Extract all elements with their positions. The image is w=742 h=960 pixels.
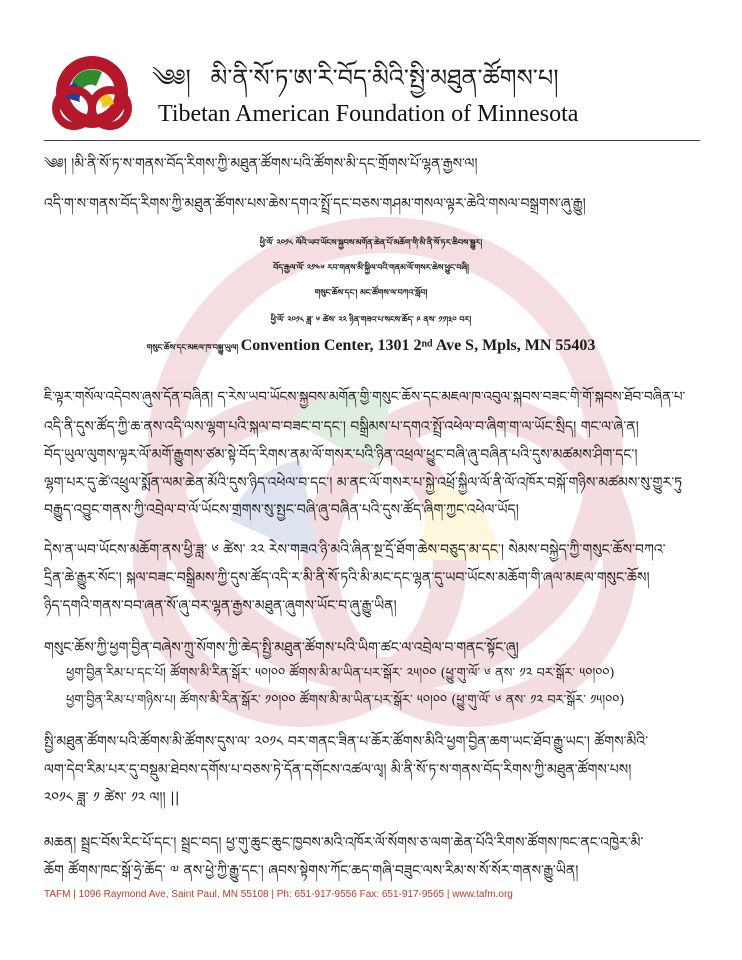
note-line-1: མཆན། སྦྲང་བོས་རིང་པོ་དང་། སྦྲང་བད། ཕྱ་གུ་ཆུང་ཆུང་ཁྱབས་མའི་འཁོར་ལོ་སོགས་ཅ་ལག་ཆེན་པོའི་རིགས་ཚོགས་ཁང་ནང་འཁྱེར་མི་ <box>44 835 644 851</box>
header-english-title: Tibetan American Foundation of Minnesota <box>158 101 579 127</box>
venue-tibetan: གསུང་ཆོས་དང་མཇལ་ཁ་བསྐྱུ་ཡུལ། <box>146 342 239 352</box>
footer-fax: Fax: 651-917-9565 <box>359 889 445 900</box>
venue-english-a: Convention Center, 1301 2 <box>240 337 422 354</box>
venue-english-b: Ave S, Mpls, MN 55403 <box>432 337 596 354</box>
para1-line-2: འདི་ནི་དུས་ཚོད་ཀྱི་ཆ་ནས་འདི་ལས་ལྷག་པའི་སྐལ་བ་བཟང་བ་དང་། བསྒྲིམས་པ་དགའ་སྤྲོ་འཕེལ་བ་ཞིག་ག་ལ་ཡོང་སྲིད། གང་ལ་ཞེ་ན། <box>44 419 639 435</box>
footer-org: TAFM <box>44 889 71 900</box>
para3-line-1: སྤྱི་མཐུན་ཚོགས་པའི་ཚོགས་མི་ཚོགས་དུས་ལ་ ༢༠༡༨ བར་གནང་ཟིན་པ་ཆོར་ཚོགས་མིའི་ཕྱག་བྱིན་ཆག་ཡང་ཐོབ་རྒྱུ་ཡང་། ཚོགས་མིའི་ <box>44 734 649 750</box>
announcement-date-line: ཕྱི་ལོ་ ༢༠༡༨ ཟླ་ ༦ ཚེས་ ༢༢ ཉིན་གཟའ་པ་སངས་ཆོད་ ༩ ནས་ ༡༡།༣༠ བར། <box>270 314 472 324</box>
footer-phone: Ph: 651-917-9556 <box>276 889 357 900</box>
para1-line-4: ལྷག་པར་དུ་ཚེ་འཕྲུལ་སྨོན་ལམ་ཆེན་མོའི་དུས་ཉིད་འཕེལ་བ་དང་། མ་ནང་ལོ་གསར་པ་སྐྱེ་འཕྲོ་སྐྱིལ་ལོ་ནི་ལོ་འཁོར་བསྐོ་གཉིས་མཚམས་སུ་གྱུར་ཏུ <box>44 475 683 491</box>
para3-date-line: ༢༠༡༨ ཟླ་ ༡ ཚེས་ ༡༢ ལ།། || <box>44 790 180 806</box>
header-divider <box>44 140 700 141</box>
ticket-tier-2: ཕྱག་བྱིན་རིམ་པ་གཉིས་པ། ཚོགས་མི་རིན་སྒོར་ ༡༠།༠༠ ཚོགས་མི་མ་ཡིན་པར་སྒོར་ ༥༠།༠༠ (ཕྱུ་གུ་ལོ་ ༦ ནས་ ༡༢ བར་སྒོར་ ༡༥།༠༠) <box>66 693 625 708</box>
header-tibetan-text: མི་ནི་སོ་ཏ་ཨ་རི་བོད་མིའི་སྤྱི་མཐུན་ཚོགས་པ། <box>210 64 559 92</box>
ticket-tier-1: ཕྱག་བྱིན་རིམ་པ་དང་པོ། ཚོགས་མི་རིན་སྒོར་ ༥༠།༠༠ ཚོགས་མི་མ་ཡིན་པར་སྒོར་ ༢༥།༠༠ (ཕྱུ་གུ་ལོ་ ༦ ནས་ ༡༢ བར་སྒོར་ ༥༠།༠༠) <box>66 666 615 681</box>
salutation-line: ༄༅། །མི་ནི་སོ་ཏ་ས་གནས་བོད་རིགས་ཀྱི་མཐུན་ཚོགས་པའི་ཚོགས་མི་དང་གྲོགས་པོ་ལྷན་རྒྱས་ལ། <box>44 156 478 172</box>
footer-website-link[interactable]: www.tafm.org <box>452 889 513 900</box>
announcement-line-1: ཕྱི་ལོ་ ༢༠༡༨ ལོའི་ཡབ་ཡོངས་སྐྱབས་མགོན་ཆེན་པོ་མཆོག་གི་མི་ནི་སོ་ཏར་ཆིབས་སྒྱུར། <box>259 237 483 247</box>
note-line-2: ཆོག ཚོགས་ཁང་སྒོ་ཧྲེ་ཆོད་ ༧ ནས་ཕྱེ་ཀྱི་རྒྱུ་དང་། ཞབས་སྟེགས་ཀོང་ཆད་གཞི་བཟུང་ལས་རིམ་ས་སོ་སོར་གནས་རྒྱུ་ཡིན། <box>44 863 579 879</box>
yig-mgo-symbol: ༄༅། <box>152 64 191 92</box>
para1-line-5: བརྒྱུད་འབྱུང་གནས་ཀྱི་འབྲེལ་བ་ལོ་ཡོངས་གྲགས་སུ་སྤྱང་བཞི་ཞུ་བཞིན་པའི་དུས་ཚོད་ཞིག་ཀྱང་འཕེལ་ཡོད། <box>44 502 519 518</box>
intro-line: འདི་ག་ས་གནས་བོད་རིགས་ཀྱི་མཐུན་ཚོགས་པས་ཆེས་དགའ་སྤྲོ་དང་བཅས་གཤམ་གསལ་ལྟར་ཆེའི་གསལ་བསྒྲགས་ཞུ་རྒྱུ། <box>44 196 586 212</box>
footer-contact: TAFM | 1096 Raymond Ave, Saint Paul, MN 55108 | Ph: 651-917-9556 Fax: 651-917-9565 | www.tafm.org <box>44 889 513 900</box>
para3-line-2: ལག་དེབ་རིམ་པར་དུ་བསྡུམ་ཐེབས་དགོས་པ་བཅས་ཏེ་དོན་དགོངས་འཚལ་ལྭ། མི་ནི་སོ་ཏ་ས་གནས་བོད་རིགས་ཀྱི་མཐུན་ཚོགས་པས། <box>44 762 632 778</box>
para2-line-2: དྲིན་ཆེ་རྒྱུར་སོང་། སྐལ་བཟང་བསྒྲིམས་ཀྱི་དུས་ཚོད་འདི་ར་མི་ནི་སོ་ཏའི་མི་མང་དང་ལྷན་དུ་ཡབ་ཡོངས་མཆོག་གི་ཞལ་མཇལ་གསུང་ཆོས། <box>44 570 650 586</box>
venue-line <box>0 337 742 361</box>
para2-line-1: དེས་ན་ཡབ་ཡོངས་མཆོག་ནས་ཕྱི་ཟླ་ ༦ ཚེས་ ༢༢ རེས་གཟའ་ཉི་མའི་ཞིན་སྔ་དྲོ་ཐོག་ཆེས་བཅུད་མ་དང་། སེམས་བསྐྱེད་ཀྱི་གསུང་ཆོས་བཀའ་ <box>44 542 666 558</box>
announcement-line-3: གསུང་ཆོས་དང་། མང་ཚོགས་ལ་བཀའ་སློབ། <box>314 287 428 297</box>
footer-address: 1096 Raymond Ave, Saint Paul, MN 55108 <box>78 889 269 900</box>
venue-superscript: nd <box>421 338 433 350</box>
announcement-line-2: བོད་རྒྱལ་ལོ་ ༢༡༤༦ རབ་གནས་མི་སྐྱིལ་བའི་གནམ་ལོ་གསར་ཆེས་ཕྱུང་བཞི། <box>273 262 469 272</box>
para1-line-1: ཇི་ལྟར་གསོལ་འདེབས་ཞུས་དོན་བཞིན། ད་རེས་ཡབ་ཡོངས་སྐྱབས་མགོན་གྱི་གསུང་ཆོས་དང་མཇལ་ཁ་འབུལ་སྐབས་བཟང་གི་གོ་སྐབས་ཐོབ་བཞིན་པ་ <box>44 389 686 405</box>
tafm-logo <box>44 52 140 136</box>
para1-line-3: བོད་ཡུལ་ལུགས་ལྟར་ལོ་མགོ་རྒྱུགས་ཙམ་སྟེ་བོད་རིགས་ནམ་ལོ་གསར་པའི་ཉིན་འཕྲལ་ཕྱུང་བཞི་ཞུ་བཞིན་པའི་དུས་མཚམས་ཤིག་དང་། <box>44 447 638 463</box>
ticket-heading: གསུང་ཆོས་ཀྱི་ཕྱག་བྱིན་བཞེས་ཀྲུ་སོགས་ཀྱི་ཆེད་སྤྱི་མཐུན་ཚོགས་པའི་ཡིག་ཚང་ལ་འབྲེལ་བ་གནང་སྟོང་ཞུ། <box>44 640 519 656</box>
para2-line-3: ཉིད་དགའི་གནས་བབ་ཞན་སོ་ཞུ་བར་ལྷན་རྒྱས་མཐུན་ཞུགས་ཡོང་བ་ཞུ་རྒྱུ་ཡིན། <box>44 598 397 614</box>
